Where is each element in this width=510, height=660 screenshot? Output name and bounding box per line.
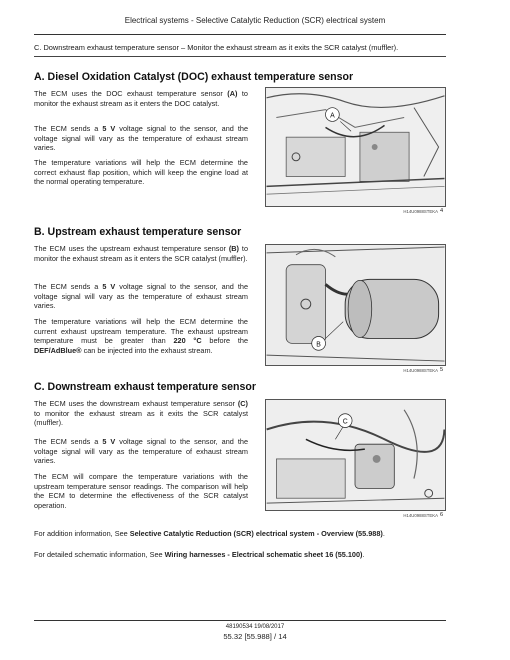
figure-downstream-sensor xyxy=(265,399,446,511)
callout-b: B xyxy=(316,341,321,349)
section-a-para-2: The ECM sends a 5 V voltage signal to the sensor, and the voltage signal will vary as the temperature of exhaust stream varies. xyxy=(34,124,249,153)
page-header: Electrical systems - Selective Catalytic Reduction (SCR) electrical system xyxy=(124,16,386,25)
figure-doc-sensor xyxy=(265,87,446,207)
callout-c: C xyxy=(342,418,348,426)
footer-page-number: 55.32 [55.988] / 14 xyxy=(223,632,287,641)
figure-upstream-sensor xyxy=(265,244,446,366)
section-c-heading: C. Downstream exhaust temperature sensor xyxy=(34,381,256,393)
footer-doc-id: 48190534 19/08/2017 xyxy=(225,624,285,630)
doc-sensor-illustration xyxy=(266,88,445,206)
upstream-sensor-illustration xyxy=(266,245,445,365)
section-c-para-1: The ECM uses the downstream exhaust temperature sensor (C) to monitor the exhaust stream as it exits the SCR catalyst (muffler). xyxy=(34,399,248,428)
intro-rule xyxy=(34,56,446,57)
section-b-para-2: The ECM sends a 5 V voltage signal to the sensor, and the voltage signal will vary as the temperature of exhaust stream varies. xyxy=(34,282,249,311)
cross-reference-schematic: For detailed schematic information, See Wiring harnesses - Electrical schematic sheet 16 (55.100). xyxy=(34,550,365,559)
intro-text: C. Downstream exhaust temperature sensor – Monitor the exhaust stream as it exits the SCR catalyst (muffler). xyxy=(34,43,399,52)
callout-a: A xyxy=(330,112,335,120)
section-b-para-3: The temperature variations will help the ECM determine the current exhaust upstream temperature. The exhaust upstream temperature must be greater than 220 °C before the DEF/AdBlue® can be injected into the exhaust stream. xyxy=(34,317,249,355)
section-c-para-2: The ECM sends a 5 V voltage signal to the sensor, and the voltage signal will vary as the temperature of exhaust stream varies. xyxy=(34,437,249,466)
figure-b-caption: H14U0988STEKA xyxy=(403,368,438,373)
section-b-heading: B. Upstream exhaust temperature sensor xyxy=(34,226,242,238)
figure-a-caption: H14U0988STEKA xyxy=(403,209,438,214)
schematic-link[interactable]: Wiring harnesses - Electrical schematic sheet 16 (55.100) xyxy=(164,550,363,559)
figure-b-number: 5 xyxy=(440,367,444,373)
section-a-heading: A. Diesel Oxidation Catalyst (DOC) exhaust temperature sensor xyxy=(34,71,354,83)
cross-reference-overview: For addition information, See Selective Catalytic Reduction (SCR) electrical system - Overview (55.988). xyxy=(34,529,385,538)
section-b-para-1: The ECM uses the upstream exhaust temperature sensor (B) to monitor the exhaust stream as it enters the SCR catalyst (muffler). xyxy=(34,244,248,263)
figure-c-number: 6 xyxy=(440,512,444,518)
section-a-para-1: The ECM uses the DOC exhaust temperature sensor (A) to monitor the exhaust stream as it enters the DOC catalyst. xyxy=(34,89,248,108)
overview-link[interactable]: Selective Catalytic Reduction (SCR) electrical system - Overview (55.988) xyxy=(129,529,383,538)
footer-rule xyxy=(34,620,446,621)
figure-a-number: 4 xyxy=(440,208,444,214)
header-rule xyxy=(34,34,446,35)
downstream-sensor-illustration xyxy=(266,400,445,510)
section-a-para-3: The temperature variations will help the ECM determine the correct exhaust flap position, which will keep the engine load at the normal operating temperature. xyxy=(34,158,248,187)
figure-c-caption: H14U0988STEKA xyxy=(403,513,438,518)
section-c-para-3: The ECM will compare the temperature variations with the upstream temperature sensor readings. The comparison will help the ECM to determine the effectiveness of the SCR catalyst operation. xyxy=(34,472,248,510)
